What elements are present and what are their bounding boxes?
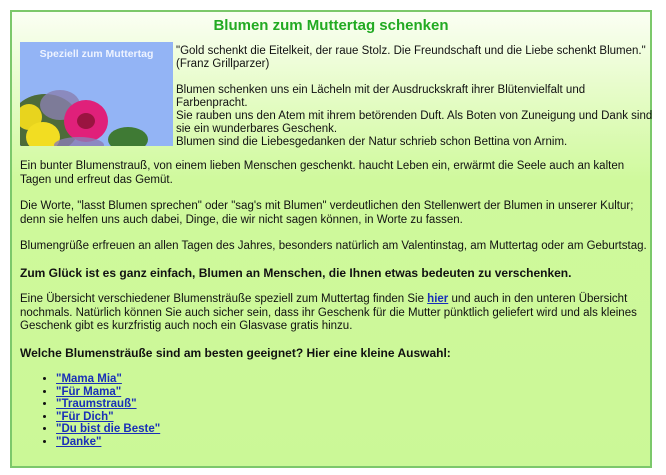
intro-line-3: Blumen sind die Liebesgedanken der Natur schrieb schon Bettina von Arnim. <box>176 136 568 148</box>
paragraph-3: Blumengrüße erfreuen an allen Tagen des Jahres, besonders natürlich am Valentinstag, am Muttertag oder am Geburtstag. <box>20 240 647 252</box>
content-box <box>10 10 652 468</box>
list-item <box>56 386 648 399</box>
bouquet-link-mama-mia[interactable]: "Mama Mia" <box>56 373 122 385</box>
bouquet-link-fuer-mama[interactable]: "Für Mama" <box>56 385 122 398</box>
paragraph-5 <box>20 293 648 334</box>
bouquet-link-danke[interactable]: "Danke" <box>56 435 102 448</box>
quote: "Gold schenkt die Eitelkeit, der raue Stolz. Die Freundschaft und die Liebe schenkt Blumen." <box>176 45 646 57</box>
paragraph-5-start: Eine Übersicht verschiedener Blumensträuße speziell zum Muttertag finden Sie <box>20 293 428 305</box>
list-item <box>56 436 648 449</box>
mothers-day-banner-image <box>20 42 173 146</box>
list-item <box>56 373 648 386</box>
body-text <box>20 160 648 448</box>
list-item <box>56 423 648 436</box>
paragraph-6-bold: Welche Blumensträuße sind am besten geeignet? Hier eine kleine Auswahl: <box>20 345 451 360</box>
bouquet-link-fuer-dich[interactable]: "Für Dich" <box>56 410 114 423</box>
intro-line-1: Blumen schenken uns ein Lächeln mit der Ausdruckskraft ihrer Blütenvielfalt und Farbenpracht. <box>176 84 586 109</box>
paragraph-4-bold: Zum Glück ist es ganz einfach, Blumen an Menschen, die Ihnen etwas bedeuten zu verschenken. <box>20 265 572 280</box>
paragraph-5-end: und auch in den unteren Übersicht nochmals. Natürlich können Sie auch sicher sein, dass ihr Geschenk für die Mutter pünktlich geliefert wird und als kleines Geschenk gibt es kurzfristig auch noch ein Glasvase gratis hinzu. <box>20 293 637 332</box>
intro-line-2: Sie rauben uns den Atem mit ihrem betörenden Duft. Als Boten von Zuneigung und Dank sind sie ein wunderbares Geschenk. <box>176 110 653 135</box>
quote-author: (Franz Grillparzer) <box>176 58 270 70</box>
list-item <box>56 411 648 424</box>
bouquet-link-du-bist-die-beste[interactable]: "Du bist die Beste" <box>56 423 161 435</box>
page-title: Blumen zum Muttertag schenken <box>213 17 449 34</box>
banner-label: Speziell zum Muttertag <box>39 48 154 60</box>
list-item <box>56 398 648 411</box>
paragraph-2: Die Worte, "lasst Blumen sprechen" oder "sag's mit Blumen" verdeutlichen den Stellenwert der Blumen in unserer Kultur; denn sie helfen uns auch dabei, Dinge, die wir nicht sagen können, in Worte zu fassen. <box>20 200 634 226</box>
overview-link[interactable]: hier <box>427 293 449 305</box>
intro-text <box>176 45 654 162</box>
paragraph-1: Ein bunter Blumenstrauß, von einem lieben Menschen geschenkt. haucht Leben ein, erwärmt die Seele auch an kalten Tagen und erfreut das Gemüt. <box>20 160 625 186</box>
bouquet-link-traumstrauss[interactable]: "Traumstrauß" <box>56 398 137 410</box>
bouquet-list <box>20 373 648 448</box>
